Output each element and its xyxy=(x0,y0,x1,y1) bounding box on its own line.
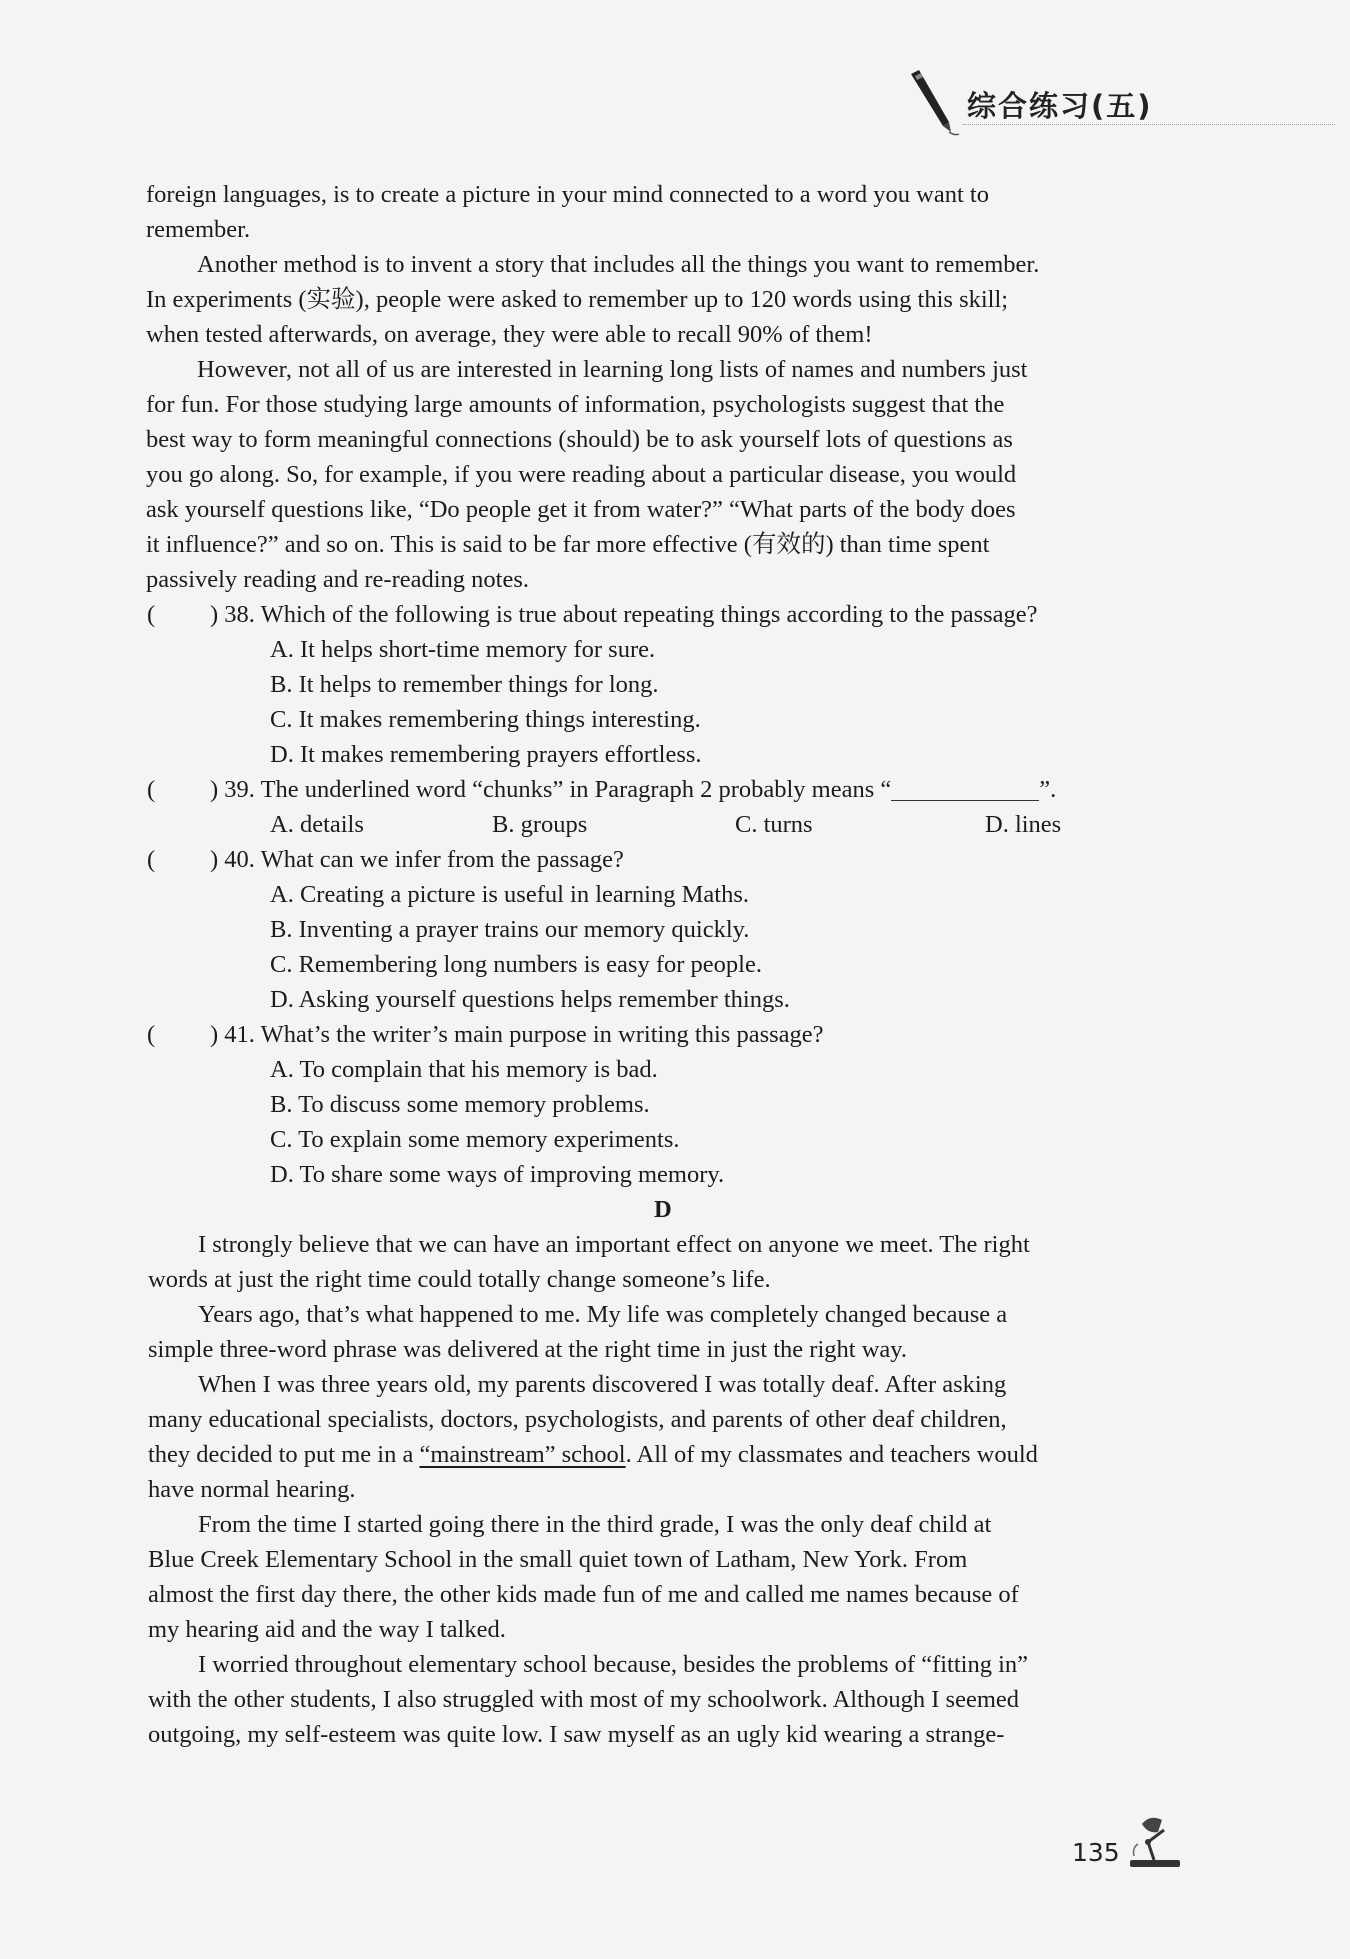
section-title: 综合练习(五) xyxy=(967,89,1153,123)
section-heading: D xyxy=(654,1196,672,1223)
passage-line: Another method is to invent a story that includes all the things you want to remember. xyxy=(197,251,1040,278)
passage-line: have normal hearing. xyxy=(148,1476,356,1503)
passage-line: remember. xyxy=(146,216,251,243)
passage-line: Blue Creek Elementary School in the small quiet town of Latham, New York. From xyxy=(148,1546,968,1573)
question-stem-end: ”. xyxy=(1039,776,1057,803)
question-stem-text: ) 39. The underlined word “chunks” in Paragraph 2 probably means “ xyxy=(210,776,892,803)
option-d[interactable]: D. To share some ways of improving memory. xyxy=(270,1161,725,1188)
page-number: 135 xyxy=(1072,1838,1120,1867)
passage-line: best way to form meaningful connections (should) be to ask yourself lots of questions as xyxy=(146,426,1013,453)
option-b[interactable]: B. It helps to remember things for long. xyxy=(270,671,659,698)
question-stem: ) 40. What can we infer from the passage? xyxy=(210,846,624,873)
option-b[interactable]: B. To discuss some memory problems. xyxy=(270,1091,650,1118)
passage-line: When I was three years old, my parents discovered I was totally deaf. After asking xyxy=(198,1371,1007,1398)
answer-paren[interactable]: ( xyxy=(147,1021,156,1048)
page-header xyxy=(905,70,1335,140)
option-d[interactable]: D. It makes remembering prayers effortless. xyxy=(270,741,702,768)
option-a[interactable]: A. Creating a picture is useful in learning Maths. xyxy=(270,881,749,908)
passage-line: ask yourself questions like, “Do people get it from water?” “What parts of the body does xyxy=(146,496,1016,523)
answer-blank[interactable] xyxy=(891,778,1039,801)
option-a[interactable]: A. It helps short-time memory for sure. xyxy=(270,636,656,663)
underlined-phrase: “mainstream” school xyxy=(419,1441,626,1468)
option-a[interactable]: A. To complain that his memory is bad. xyxy=(270,1056,658,1083)
option-c[interactable]: C. turns xyxy=(735,811,813,838)
passage-line: passively reading and re-reading notes. xyxy=(146,566,530,593)
passage-line: However, not all of us are interested in learning long lists of names and numbers just xyxy=(197,356,1028,383)
passage-line: In experiments (实验), people were asked to remember up to 120 words using this skill; xyxy=(146,286,1009,313)
answer-paren[interactable]: ( xyxy=(147,601,156,628)
passage-line: it influence?” and so on. This is said to be far more effective (有效的) than time spent xyxy=(146,531,990,558)
passage-line: you go along. So, for example, if you were reading about a particular disease, you would xyxy=(146,461,1017,488)
option-c[interactable]: C. It makes remembering things interesting. xyxy=(270,706,701,733)
passage-text: they decided to put me in a xyxy=(148,1441,420,1468)
pen-icon xyxy=(905,70,961,138)
passage-line: I worried throughout elementary school because, besides the problems of “fitting in” xyxy=(198,1651,1029,1678)
passage-line: when tested afterwards, on average, they were able to recall 90% of them! xyxy=(146,321,873,348)
passage-line: many educational specialists, doctors, psychologists, and parents of other deaf children, xyxy=(148,1406,1007,1433)
option-c[interactable]: C. Remembering long numbers is easy for people. xyxy=(270,951,762,978)
answer-paren[interactable]: ( xyxy=(147,846,156,873)
passage-text: . All of my classmates and teachers would xyxy=(625,1441,1038,1468)
passage-line: I strongly believe that we can have an important effect on anyone we meet. The right xyxy=(198,1231,1030,1258)
question-stem xyxy=(210,775,1056,805)
question-stem: ) 38. Which of the following is true about repeating things according to the passage? xyxy=(210,601,1038,628)
passage-line: for fun. For those studying large amounts of information, psychologists suggest that the xyxy=(146,391,1005,418)
passage-line xyxy=(148,1440,1038,1470)
question-stem: ) 41. What’s the writer’s main purpose in writing this passage? xyxy=(210,1021,824,1048)
answer-paren[interactable]: ( xyxy=(147,776,156,803)
passage-line: my hearing aid and the way I talked. xyxy=(148,1616,506,1643)
passage-line: simple three-word phrase was delivered at the right time in just the right way. xyxy=(148,1336,908,1363)
option-d[interactable]: D. Asking yourself questions helps remember things. xyxy=(270,986,790,1013)
option-c[interactable]: C. To explain some memory experiments. xyxy=(270,1126,680,1153)
option-a[interactable]: A. details xyxy=(270,811,364,838)
passage-line: From the time I started going there in the third grade, I was the only deaf child at xyxy=(198,1511,992,1538)
passage-line: Years ago, that’s what happened to me. My life was completely changed because a xyxy=(198,1301,1008,1328)
passage-line: words at just the right time could totally change someone’s life. xyxy=(148,1266,771,1293)
passage-line: almost the first day there, the other kids made fun of me and called me names because of xyxy=(148,1581,1019,1608)
passage-line: outgoing, my self-esteem was quite low. I saw myself as an ugly kid wearing a strange- xyxy=(148,1721,1005,1748)
header-divider xyxy=(963,124,1335,125)
desk-lamp-icon xyxy=(1124,1812,1186,1870)
option-b[interactable]: B. Inventing a prayer trains our memory quickly. xyxy=(270,916,750,943)
option-d[interactable]: D. lines xyxy=(985,811,1062,838)
option-b[interactable]: B. groups xyxy=(492,811,588,838)
passage-line: foreign languages, is to create a picture in your mind connected to a word you want to xyxy=(146,181,989,208)
passage-line: with the other students, I also struggled with most of my schoolwork. Although I seemed xyxy=(148,1686,1020,1713)
